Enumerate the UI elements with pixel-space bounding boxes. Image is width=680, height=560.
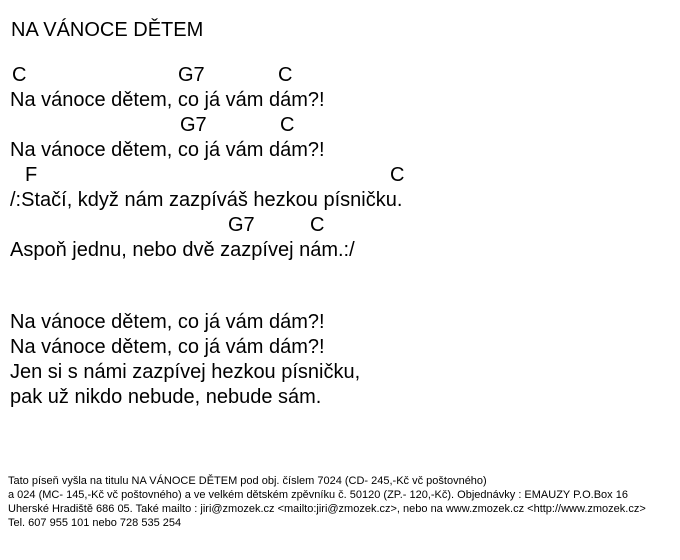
song-title: NA VÁNOCE DĚTEM	[11, 19, 204, 41]
chord-c: C	[310, 214, 325, 236]
chord-c: C	[278, 64, 293, 86]
chord-g7: G7	[228, 214, 255, 236]
chord-line	[0, 113, 680, 138]
chord-f: F	[25, 164, 38, 186]
chord-g7: G7	[180, 114, 207, 136]
chord-line	[0, 163, 680, 188]
footer-line: a 024 (MC- 145,-Kč vč poštovného) a ve velkém dětském zpěvníku č. 50120 (ZP.- 120,-Kč). Objednávky : EMAUZY P.O.Box 16	[8, 489, 628, 501]
chord-g7: G7	[178, 64, 205, 86]
lyric-line: Aspoň jednu, nebo dvě zazpívej nám.:/	[10, 239, 355, 261]
footer-line: Tato píseň vyšla na titulu NA VÁNOCE DĚTEM pod obj. číslem 7024 (CD- 245,-Kč vč poštovného)	[8, 475, 487, 487]
lyric-line: Na vánoce dětem, co já vám dám?!	[10, 336, 325, 358]
chord-c: C	[390, 164, 405, 186]
chord-c: C	[12, 64, 27, 86]
lyric-line: Na vánoce dětem, co já vám dám?!	[10, 89, 325, 111]
chord-c: C	[280, 114, 295, 136]
lyric-line: Na vánoce dětem, co já vám dám?!	[10, 311, 325, 333]
footer-info	[8, 474, 676, 530]
lyric-line: pak už nikdo nebude, nebude sám.	[10, 386, 322, 408]
lyric-line: Na vánoce dětem, co já vám dám?!	[10, 139, 325, 161]
lyric-line: Jen si s námi zazpívej hezkou písničku,	[10, 361, 361, 383]
verse-1	[0, 63, 680, 263]
lyric-line: /:Stačí, když nám zazpíváš hezkou písničku.	[10, 189, 403, 211]
chord-line	[0, 63, 680, 88]
footer-line: Tel. 607 955 101 nebo 728 535 254	[8, 517, 182, 529]
footer-line: Uherské Hradiště 686 05. Také mailto : jiri@zmozek.cz <mailto:jiri@zmozek.cz>, nebo na www.zmozek.cz <http://www.zmozek.cz>	[8, 503, 646, 515]
chord-line	[0, 213, 680, 238]
verse-2	[0, 310, 680, 410]
